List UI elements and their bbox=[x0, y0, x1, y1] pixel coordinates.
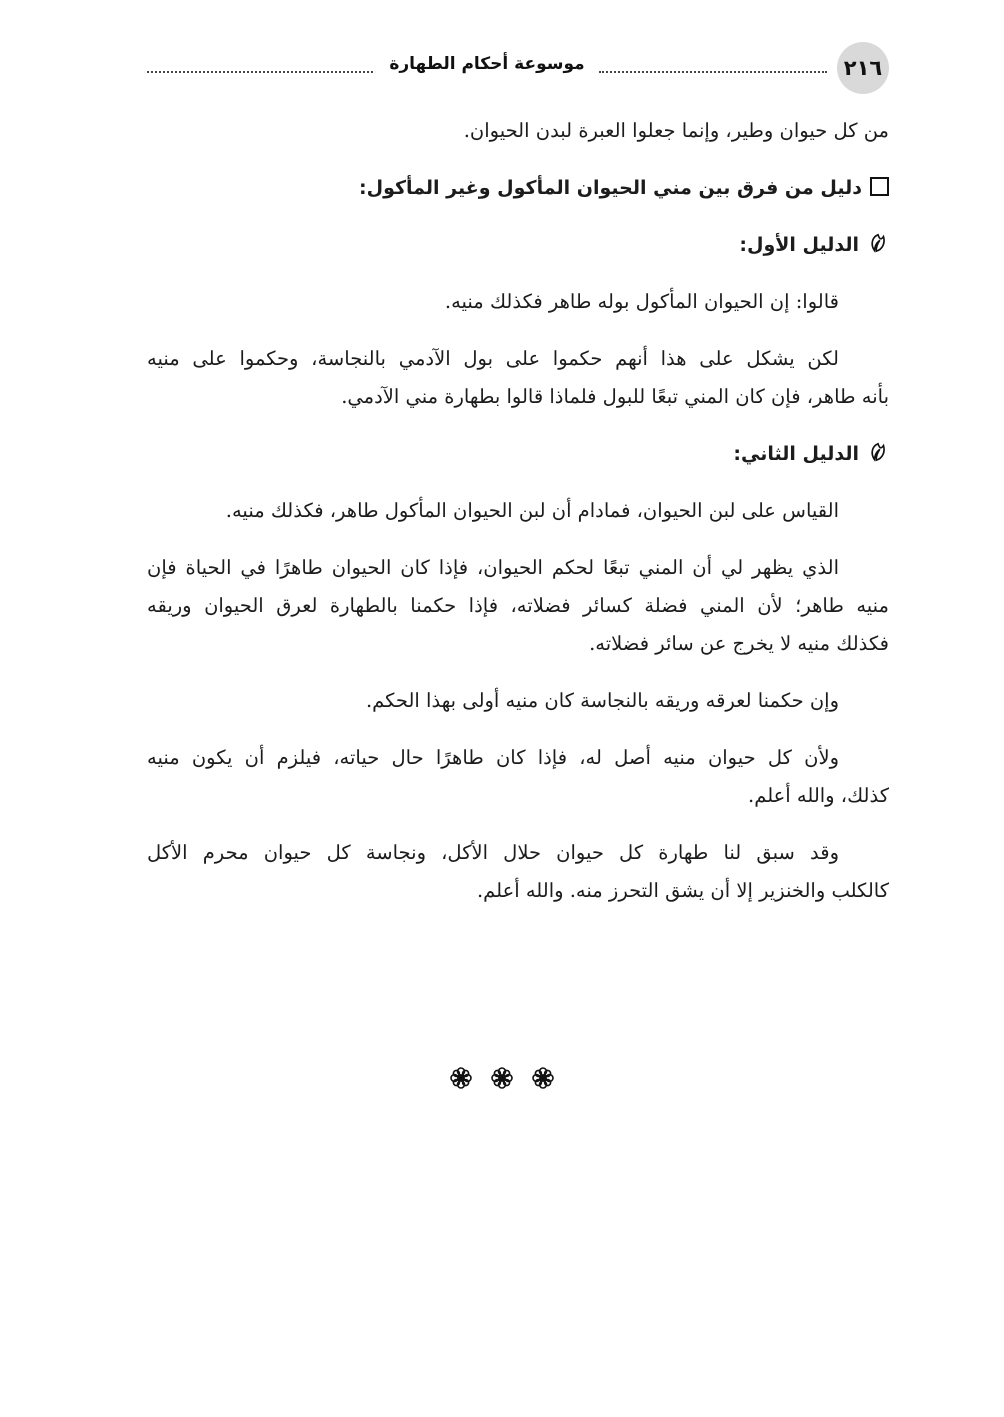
text-line: ولأن كل حيوان منيه أصل له، فإذا كان طاهرًا حال حياته، فيلزم أن يكون منيه bbox=[147, 746, 839, 769]
paragraph bbox=[147, 682, 889, 720]
paragraph bbox=[147, 112, 889, 150]
text-line: كالكلب والخنزير إلا أن يشق التحرز منه. والله أعلم. bbox=[476, 879, 889, 902]
text-line: لكن يشكل على هذا أنهم حكموا على بول الآدمي بالنجاسة، وحكموا على منيه bbox=[147, 347, 839, 370]
text-line: منيه طاهر؛ لأن المني فضلة كسائر فضلاته، فإذا حكمنا بالطهارة لعرق الحيوان وريقه bbox=[147, 594, 889, 617]
leaf-ornament-icon bbox=[867, 441, 889, 463]
flower-ornament-icon bbox=[449, 1066, 473, 1090]
running-title: موسوعة أحكام الطهارة bbox=[389, 54, 585, 74]
text-line: فكذلك منيه لا يخرج عن سائر فضلاته. bbox=[589, 632, 889, 655]
text-line: بأنه طاهر، فإن كان المني تبعًا للبول فلماذا قالوا بطهارة مني الآدمي. bbox=[341, 385, 889, 408]
section-heading-text: دليل من فرق بين مني الحيوان المأكول وغير المأكول: bbox=[359, 177, 862, 199]
checkbox-square-icon bbox=[870, 177, 889, 196]
subheading-text: الدليل الأول: bbox=[739, 234, 859, 256]
section-heading bbox=[147, 169, 889, 207]
flower-ornament-icon bbox=[490, 1066, 514, 1090]
text-line: وقد سبق لنا طهارة كل حيوان حلال الأكل، ونجاسة كل حيوان محرم الأكل bbox=[147, 841, 839, 864]
page-header bbox=[147, 42, 889, 94]
paragraph bbox=[147, 549, 889, 663]
header-dotted-rule-right bbox=[599, 71, 827, 73]
text-line: من كل حيوان وطير، وإنما جعلوا العبرة لبدن الحيوان. bbox=[463, 119, 889, 142]
text-line: وإن حكمنا لعرقه وريقه بالنجاسة كان منيه أولى بهذا الحكم. bbox=[365, 689, 839, 712]
paragraph bbox=[147, 834, 889, 910]
leaf-ornament-icon bbox=[867, 232, 889, 254]
paragraph bbox=[147, 283, 889, 321]
subheading-first-evidence bbox=[147, 226, 889, 264]
subheading-text: الدليل الثاني: bbox=[733, 443, 859, 465]
paragraph bbox=[147, 340, 889, 416]
text-line: الذي يظهر لي أن المني تبعًا لحكم الحيوان، فإذا كان الحيوان طاهرًا في الحياة فإن bbox=[147, 556, 839, 579]
text-line: قالوا: إن الحيوان المأكول بوله طاهر فكذلك منيه. bbox=[444, 290, 839, 313]
subheading-second-evidence bbox=[147, 435, 889, 473]
flower-ornament-icon bbox=[531, 1066, 555, 1090]
paragraph bbox=[147, 492, 889, 530]
text-line: القياس على لبن الحيوان، فمادام أن لبن الحيوان المأكول طاهر، فكذلك منيه. bbox=[225, 499, 839, 522]
section-end-ornaments bbox=[0, 1066, 1004, 1090]
page-body bbox=[147, 112, 889, 929]
page-number: ٢١٦ bbox=[837, 42, 889, 94]
text-line: كذلك، والله أعلم. bbox=[748, 784, 889, 807]
paragraph bbox=[147, 739, 889, 815]
header-dotted-rule-left bbox=[147, 71, 373, 73]
